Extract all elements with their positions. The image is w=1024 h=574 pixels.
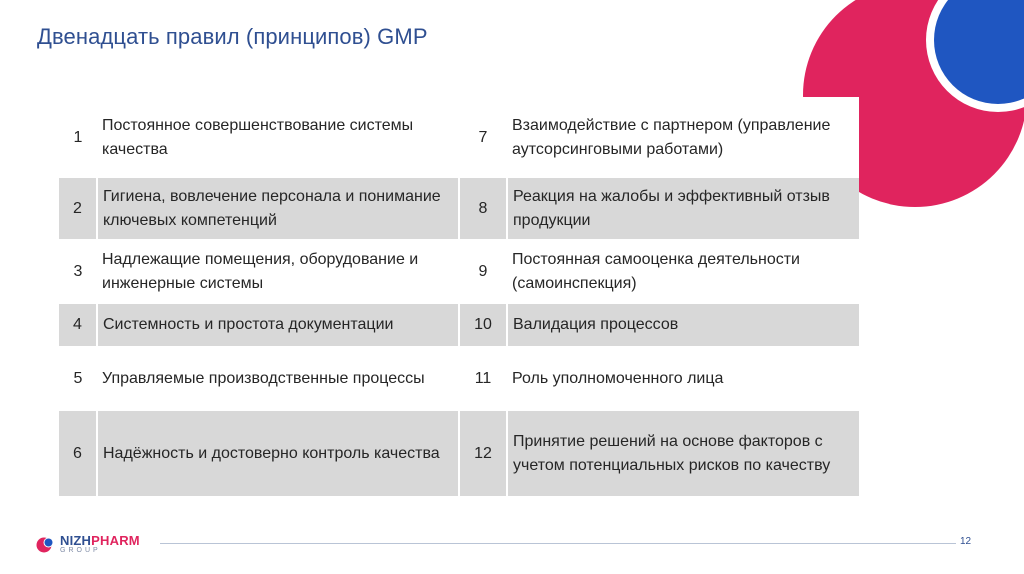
- rule-text: Роль уполномоченного лица: [512, 369, 724, 387]
- table-row: [59, 346, 859, 411]
- company-logo: [36, 532, 166, 558]
- rule-text: Реакция на жалобы и эффективный отзыв продукции: [513, 187, 830, 229]
- rule-number: 3: [73, 262, 83, 280]
- rule-text: Системность и простота документации: [97, 304, 459, 346]
- logo-wordmark-part: PHARM: [91, 533, 140, 548]
- rule-number: 11: [474, 369, 492, 387]
- rule-text: Управляемые производственные процессы: [102, 369, 425, 387]
- rule-text: Взаимодействие с партнером (управление аутсорсинговыми работами): [512, 116, 831, 158]
- rule-text: Принятие решений на основе факторов с учетом потенциальных рисков по качеству: [513, 432, 831, 474]
- table-row: [59, 239, 859, 304]
- rule-number: 10: [459, 304, 507, 346]
- rule-text: Валидация процессов: [513, 316, 679, 333]
- rule-number: 2: [59, 178, 97, 239]
- logo-subtitle: GROUP: [60, 547, 101, 554]
- rule-text: Постоянная самооценка деятельности (самоинспекция): [512, 250, 800, 292]
- rule-number: 12: [459, 411, 507, 496]
- table-row: [59, 304, 859, 346]
- rule-text: Надлежащие помещения, оборудование и инженерные системы: [102, 250, 419, 292]
- rule-text: Надёжность и достоверно контроль качества: [97, 411, 459, 496]
- logo-wordmark: [60, 533, 140, 548]
- logo-wordmark-part: NIZH: [60, 533, 92, 548]
- nizhpharm-logo-icon: [36, 535, 56, 555]
- rule-number: 8: [459, 178, 507, 239]
- table-row: [59, 411, 859, 496]
- table-row: [59, 178, 859, 239]
- rule-text: Постоянное совершенствование системы качества: [102, 116, 414, 158]
- page-number: 12: [960, 536, 972, 547]
- rule-text: Гигиена, вовлечение персонала и понимание ключевых компетенций: [97, 178, 459, 239]
- rule-number: 7: [478, 128, 488, 146]
- rule-number: 9: [478, 262, 488, 280]
- rule-number: 4: [59, 304, 97, 346]
- rules-table: [59, 97, 859, 496]
- slide-title: Двенадцать правил (принципов) GMP: [37, 24, 428, 49]
- rule-number: 5: [73, 369, 83, 387]
- rule-number: 1: [73, 128, 83, 146]
- footer-divider: [160, 543, 956, 544]
- rule-number: 6: [59, 411, 97, 496]
- table-row: [59, 97, 859, 178]
